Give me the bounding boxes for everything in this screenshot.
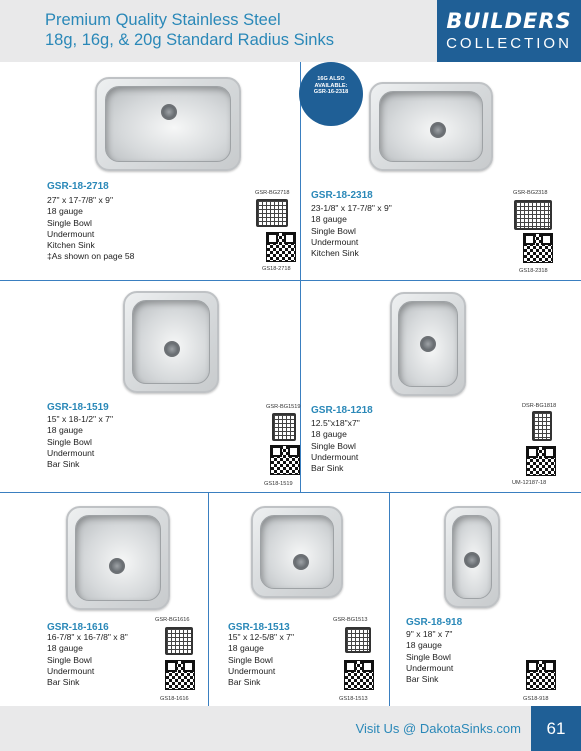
product-specs bbox=[311, 203, 392, 259]
spec-gauge: 18 gauge bbox=[311, 214, 347, 225]
sink-bowl bbox=[379, 91, 483, 162]
product-sku: GSR-18-1218 bbox=[311, 405, 373, 416]
spec-gauge: 18 gauge bbox=[47, 206, 83, 217]
product-sku: GSR-18-918 bbox=[406, 617, 463, 628]
qr-code-label: GS18-1616 bbox=[160, 696, 189, 702]
spec-gauge: 18 gauge bbox=[47, 425, 83, 436]
drain-icon bbox=[164, 341, 180, 357]
spec-bowl: Single Bowl bbox=[47, 654, 92, 665]
sink-image-2718 bbox=[95, 77, 241, 171]
qr-code-label: GS18-2718 bbox=[262, 266, 291, 272]
page-header bbox=[0, 0, 581, 62]
bottom-grid-icon bbox=[345, 627, 371, 653]
qr-code-label: GS18-1519 bbox=[264, 481, 293, 487]
spec-mount: Undermount bbox=[47, 665, 95, 676]
spec-mount: Undermount bbox=[47, 447, 95, 458]
brand-bottom-text: COLLECTION bbox=[446, 35, 572, 52]
spec-mount: Undermount bbox=[47, 228, 95, 239]
drain-icon bbox=[161, 104, 177, 120]
title-line-2: 18g, 16g, & 20g Standard Radius Sinks bbox=[45, 31, 334, 49]
spec-bowl: Single Bowl bbox=[311, 225, 356, 236]
grid-code: GSR-BG1519 bbox=[266, 404, 301, 410]
qr-code-icon bbox=[266, 232, 296, 262]
sink-bowl bbox=[75, 515, 161, 601]
product-sku: GSR-18-2318 bbox=[311, 190, 373, 201]
sink-image-2318 bbox=[369, 82, 493, 171]
spec-type: Bar Sink bbox=[47, 677, 80, 688]
qr-code-icon bbox=[344, 660, 374, 690]
spec-type: Bar Sink bbox=[228, 677, 261, 688]
drain-icon bbox=[420, 336, 436, 352]
page-title bbox=[45, 10, 425, 50]
qr-code-label: GS18-1513 bbox=[339, 696, 368, 702]
product-specs bbox=[406, 629, 453, 685]
qr-code-icon bbox=[165, 660, 195, 690]
product-specs bbox=[47, 195, 134, 263]
drain-icon bbox=[109, 558, 125, 574]
page-footer bbox=[0, 706, 581, 751]
spec-dimensions: 23-1/8" x 17-7/8" x 9" bbox=[311, 203, 392, 213]
spec-gauge: 18 gauge bbox=[406, 640, 442, 651]
spec-mount: Undermount bbox=[311, 236, 359, 247]
grid-code: GSR-BG2718 bbox=[255, 190, 290, 196]
spec-mount: Undermount bbox=[406, 662, 454, 673]
qr-code-icon bbox=[523, 233, 553, 263]
sink-bowl bbox=[105, 86, 231, 162]
qr-code-icon bbox=[526, 660, 556, 690]
spec-type: Kitchen Sink bbox=[311, 248, 359, 259]
title-line-1: Premium Quality Stainless Steel bbox=[45, 11, 281, 29]
spec-bowl: Single Bowl bbox=[228, 654, 273, 665]
product-sku: GSR-18-1513 bbox=[228, 622, 290, 633]
divider-vertical-bottom-2 bbox=[389, 492, 390, 706]
spec-type: Bar Sink bbox=[311, 463, 344, 474]
qr-code-label: GS18-918 bbox=[523, 696, 549, 702]
badge-line-1: 16G ALSO bbox=[317, 76, 345, 82]
spec-dimensions: 16-7/8" x 16-7/8" x 8" bbox=[47, 632, 128, 642]
bottom-grid-icon bbox=[256, 199, 288, 227]
product-sku: GSR-18-2718 bbox=[47, 181, 109, 192]
spec-gauge: 18 gauge bbox=[228, 643, 264, 654]
product-specs bbox=[47, 414, 113, 470]
bottom-grid-icon bbox=[514, 200, 552, 230]
spec-gauge: 18 gauge bbox=[47, 643, 83, 654]
badge-line-2: AVAILABLE: bbox=[314, 82, 348, 89]
divider-vertical-bottom-1 bbox=[208, 492, 209, 706]
page-number: 61 bbox=[531, 706, 581, 751]
spec-dimensions: 15" x 18-1/2" x 7" bbox=[47, 414, 114, 424]
drain-icon bbox=[430, 122, 446, 138]
spec-bowl: Single Bowl bbox=[406, 651, 451, 662]
spec-dimensions: 15" x 12-5/8" x 7" bbox=[228, 632, 295, 642]
brand-top-text: BUILDERS bbox=[446, 9, 572, 33]
spec-dimensions: 27" x 17-7/8" x 9" bbox=[47, 195, 114, 205]
qr-code-label: GS18-2318 bbox=[519, 268, 548, 274]
spec-dimensions: 9" x 18" x 7" bbox=[406, 629, 453, 639]
qr-code-icon bbox=[526, 446, 556, 476]
divider-horizontal-2 bbox=[0, 492, 581, 493]
qr-code-label: UM-12187-18 bbox=[512, 480, 547, 486]
sink-bowl bbox=[132, 300, 210, 384]
divider-horizontal-1 bbox=[0, 280, 581, 281]
grid-code: DSR-BG1818 bbox=[522, 403, 557, 409]
spec-type: Bar Sink bbox=[406, 674, 439, 685]
grid-code: GSR-BG1513 bbox=[333, 617, 368, 623]
spec-bowl: Single Bowl bbox=[311, 440, 356, 451]
spec-dimensions: 12.5"x18"x7" bbox=[311, 418, 360, 428]
spec-type: Bar Sink bbox=[47, 459, 80, 470]
spec-bowl: Single Bowl bbox=[47, 436, 92, 447]
bottom-grid-icon bbox=[532, 411, 552, 441]
badge-line-3: GSR-16-2318 bbox=[313, 89, 349, 95]
product-specs bbox=[47, 632, 128, 688]
product-specs bbox=[228, 632, 294, 688]
drain-icon bbox=[464, 552, 480, 568]
website-link[interactable]: Visit Us @ DakotaSinks.com bbox=[355, 721, 521, 736]
grid-code: GSR-BG2318 bbox=[513, 190, 548, 196]
spec-mount: Undermount bbox=[311, 451, 359, 462]
sink-image-1513 bbox=[251, 506, 343, 598]
grid-code: GSR-BG1616 bbox=[155, 617, 190, 623]
16g-available-badge bbox=[299, 62, 363, 126]
sink-image-1616 bbox=[66, 506, 170, 610]
sink-image-1218 bbox=[390, 292, 466, 396]
sink-image-918 bbox=[444, 506, 500, 608]
sink-bowl bbox=[452, 515, 492, 599]
qr-code-icon bbox=[270, 445, 300, 475]
spec-type: Kitchen Sink bbox=[47, 240, 95, 251]
spec-gauge: 18 gauge bbox=[311, 429, 347, 440]
builders-collection-logo bbox=[437, 0, 581, 62]
product-specs bbox=[311, 418, 360, 474]
sink-bowl bbox=[260, 515, 334, 589]
sink-image-1519 bbox=[123, 291, 219, 393]
drain-icon bbox=[293, 554, 309, 570]
bottom-grid-icon bbox=[165, 627, 193, 655]
sink-bowl bbox=[398, 301, 458, 387]
spec-note: ‡As shown on page 58 bbox=[47, 251, 135, 262]
bottom-grid-icon bbox=[272, 413, 296, 441]
divider-vertical-top bbox=[300, 62, 301, 492]
spec-mount: Undermount bbox=[228, 665, 276, 676]
spec-bowl: Single Bowl bbox=[47, 217, 92, 228]
product-sku: GSR-18-1519 bbox=[47, 402, 109, 413]
product-sku: GSR-18-1616 bbox=[47, 622, 109, 633]
